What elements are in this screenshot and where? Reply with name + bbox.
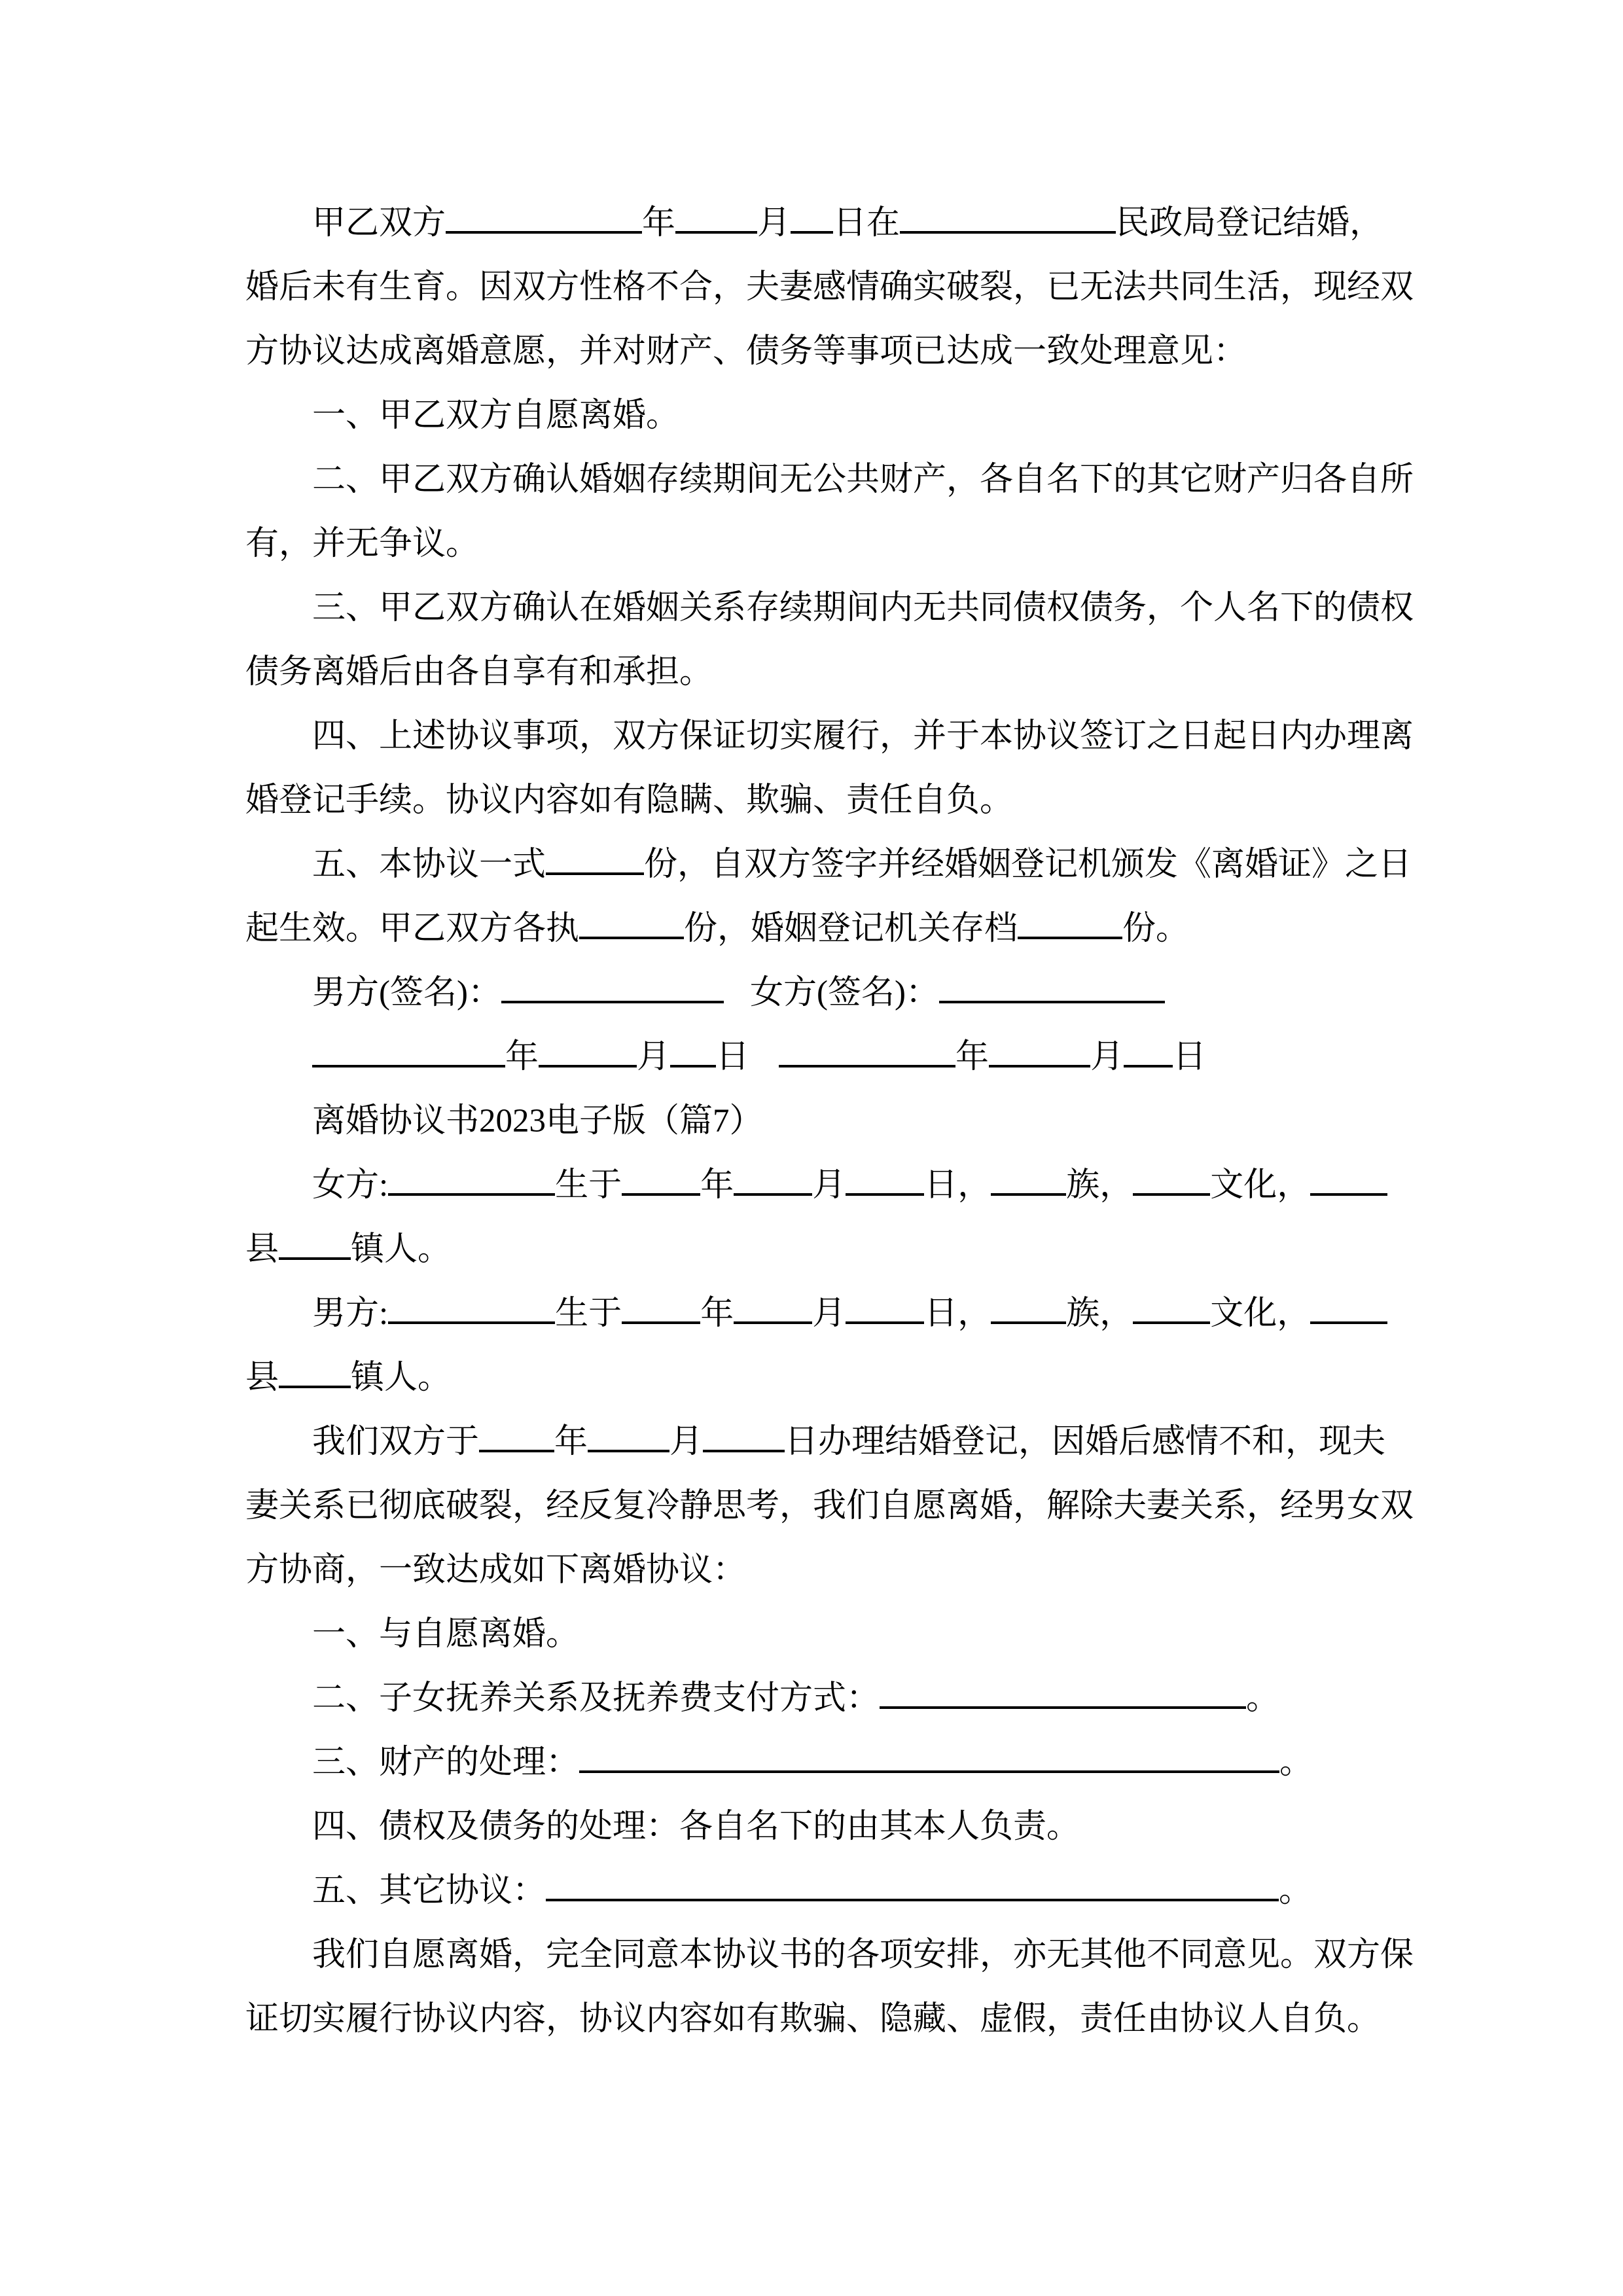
fill-in-blank (846, 1295, 924, 1324)
text-run: 有，并无争议。 (245, 526, 480, 562)
doc-line-clause-3b (245, 640, 1427, 704)
text-run: 我们自愿离婚，完全同意本协议书的各项安排，亦无其他不同意见。双方保 (312, 1937, 1414, 1973)
doc-line-clause-3a (245, 576, 1427, 640)
text-run: 年 (955, 1039, 990, 1075)
doc-line-agreement-2 (245, 1666, 1427, 1731)
text-run: 月 (812, 1167, 846, 1204)
fill-in-blank (388, 1167, 555, 1196)
fill-in-blank (388, 1295, 555, 1324)
doc-line-marriage-intro-c (245, 1538, 1427, 1602)
text-run: 五、本协议一式 (312, 846, 546, 883)
fill-in-blank (279, 1359, 351, 1388)
fill-in-blank (1133, 1167, 1210, 1196)
text-run: 年 (505, 1039, 539, 1075)
doc-line-agreement-1 (245, 1602, 1427, 1666)
fill-in-blank (1133, 1295, 1210, 1324)
doc-line-signatures (245, 961, 1427, 1025)
fill-in-blank (991, 1167, 1066, 1196)
doc-line-clause-2a (245, 448, 1427, 512)
text-run: 年 (700, 1295, 734, 1332)
doc-line-clause-1 (245, 384, 1427, 448)
text-run: 份，自双方签字并经婚姻登记机颁发《离婚证》之日 (644, 846, 1412, 883)
text-run: 月 (1090, 1039, 1124, 1075)
text-run: 日， (924, 1295, 991, 1332)
fill-in-blank (546, 846, 644, 875)
fill-in-blank (703, 1424, 785, 1452)
doc-line-agreement-3 (245, 1731, 1427, 1795)
text-run: 份。 (1122, 910, 1190, 947)
document-body (245, 191, 1427, 2051)
text-run: 族， (1066, 1295, 1133, 1332)
doc-line-husband-info-b (245, 1346, 1427, 1410)
fill-in-blank (989, 1039, 1090, 1067)
fill-in-blank (579, 910, 684, 939)
text-run: 二、子女抚养关系及抚养费支付方式： (312, 1680, 880, 1717)
text-run: 县 (245, 1231, 279, 1268)
text-run: 生于 (555, 1295, 622, 1332)
text-run: 妻关系已彻底破裂，经反复冷静思考，我们自愿离婚，解除夫妻关系，经男女双 (245, 1488, 1414, 1524)
text-run: 起生效。甲乙双方各执 (245, 910, 580, 947)
text-run: 方协议达成离婚意愿，并对财产、债务等事项已达成一致处理意见： (245, 333, 1247, 370)
text-run: 月 (637, 1039, 671, 1075)
text-run: 镇人。 (351, 1359, 452, 1396)
doc-line-registration-date (245, 191, 1427, 255)
text-run: 婚登记手续。协议内容如有隐瞒、欺骗、责任自负。 (245, 782, 1014, 819)
text-run: 一、与自愿离婚。 (312, 1616, 580, 1653)
fill-in-blank (579, 1744, 1279, 1773)
text-run: 月 (757, 205, 791, 242)
fill-in-blank (900, 205, 1116, 234)
fill-in-blank (479, 1424, 554, 1452)
text-run: 文化， (1210, 1295, 1311, 1332)
text-run: 日在 (833, 205, 901, 242)
doc-line-signature-dates (245, 1025, 1427, 1089)
spacer (724, 1002, 750, 1003)
fill-in-blank (312, 1039, 505, 1067)
doc-line-preamble-2 (245, 255, 1427, 319)
doc-line-clause-4a (245, 704, 1427, 768)
text-run: 四、上述协议事项，双方保证切实履行，并于本协议签订之日起日内办理离 (312, 718, 1414, 755)
text-run: 日， (924, 1167, 991, 1204)
fill-in-blank (546, 1873, 1279, 1901)
text-run: 三、甲乙双方确认在婚姻关系存续期间内无共同债权债务，个人名下的债权 (312, 590, 1414, 626)
text-run: 年 (700, 1167, 734, 1204)
text-run: 女方: (312, 1167, 389, 1204)
fill-in-blank (670, 1039, 716, 1067)
doc-line-wife-info-b (245, 1217, 1427, 1282)
fill-in-blank (846, 1167, 924, 1196)
text-run: 婚后未有生育。因双方性格不合，夫妻感情确实破裂，已无法共同生活，现经双 (245, 269, 1414, 306)
doc-line-marriage-intro-a (245, 1410, 1427, 1474)
fill-in-blank (622, 1295, 700, 1324)
text-run: 三、财产的处理： (312, 1744, 580, 1781)
fill-in-blank (1124, 1039, 1173, 1067)
fill-in-blank (991, 1295, 1066, 1324)
text-run: 生于 (555, 1167, 622, 1204)
fill-in-blank (1310, 1295, 1387, 1324)
text-run: 县 (245, 1359, 279, 1396)
fill-in-blank (779, 1039, 955, 1067)
fill-in-blank (1018, 910, 1122, 939)
text-run: 我们双方于 (312, 1424, 480, 1460)
doc-line-closing-a (245, 1923, 1427, 1987)
doc-line-clause-5b (245, 897, 1427, 961)
text-run: 民政局登记结婚， (1116, 205, 1383, 242)
doc-line-husband-info-a (245, 1282, 1427, 1346)
fill-in-blank (539, 1039, 637, 1067)
text-run: 五、其它协议： (312, 1873, 546, 1909)
text-run: 族， (1066, 1167, 1133, 1204)
doc-line-closing-b (245, 1987, 1427, 2051)
doc-line-agreement-4 (245, 1795, 1427, 1859)
doc-line-marriage-intro-b (245, 1474, 1427, 1538)
fill-in-blank (501, 975, 724, 1003)
fill-in-blank (939, 975, 1165, 1003)
doc-line-agreement-5 (245, 1859, 1427, 1923)
fill-in-blank (675, 205, 757, 234)
fill-in-blank (622, 1167, 700, 1196)
doc-line-clause-4b (245, 768, 1427, 833)
doc-line-clause-2b (245, 512, 1427, 576)
text-run: 男方(签名)： (312, 975, 501, 1011)
text-run: 。 (1279, 1873, 1313, 1909)
section-heading (245, 1089, 1427, 1153)
text-run: 方协商，一致达成如下离婚协议： (245, 1552, 747, 1588)
fill-in-blank (1310, 1167, 1387, 1196)
text-run: 文化， (1210, 1167, 1311, 1204)
text-run: 月 (669, 1424, 704, 1460)
fill-in-blank (446, 205, 642, 234)
doc-line-preamble-3 (245, 319, 1427, 384)
text-run: 女方(签名)： (749, 975, 939, 1011)
fill-in-blank (791, 205, 833, 234)
text-run: 二、甲乙双方确认婚姻存续期间无公共财产，各自名下的其它财产归各自所 (312, 461, 1414, 498)
text-run: 日 (1173, 1039, 1207, 1075)
text-run: 镇人。 (351, 1231, 452, 1268)
spacer (749, 1066, 779, 1067)
text-run: 年 (642, 205, 676, 242)
text-run: 。 (1279, 1744, 1313, 1781)
doc-line-clause-5a (245, 833, 1427, 897)
text-run: 四、债权及债务的处理：各自名下的由其本人负责。 (312, 1808, 1080, 1845)
text-run: 日办理结婚登记，因婚后感情不和，现夫 (785, 1424, 1386, 1460)
text-run: 证切实履行协议内容，协议内容如有欺骗、隐藏、虚假，责任由协议人自负。 (245, 2001, 1381, 2037)
text-run: 年 (554, 1424, 588, 1460)
text-run: 月 (812, 1295, 846, 1332)
fill-in-blank (588, 1424, 669, 1452)
text-run: 日 (716, 1039, 750, 1075)
text-run: 份，婚姻登记机关存档 (684, 910, 1018, 947)
fill-in-blank (734, 1167, 812, 1196)
text-run: 男方: (312, 1295, 389, 1332)
text-run: 。 (1246, 1680, 1280, 1717)
fill-in-blank (279, 1231, 351, 1260)
text-run: 甲乙双方 (312, 205, 446, 242)
doc-line-wife-info-a (245, 1153, 1427, 1217)
text-run: 债务离婚后由各自享有和承担。 (245, 654, 713, 691)
fill-in-blank (734, 1295, 812, 1324)
fill-in-blank (880, 1680, 1246, 1709)
text-run: 一、甲乙双方自愿离婚。 (312, 397, 680, 434)
text-run: 离婚协议书2023电子版（篇7） (312, 1103, 763, 1139)
